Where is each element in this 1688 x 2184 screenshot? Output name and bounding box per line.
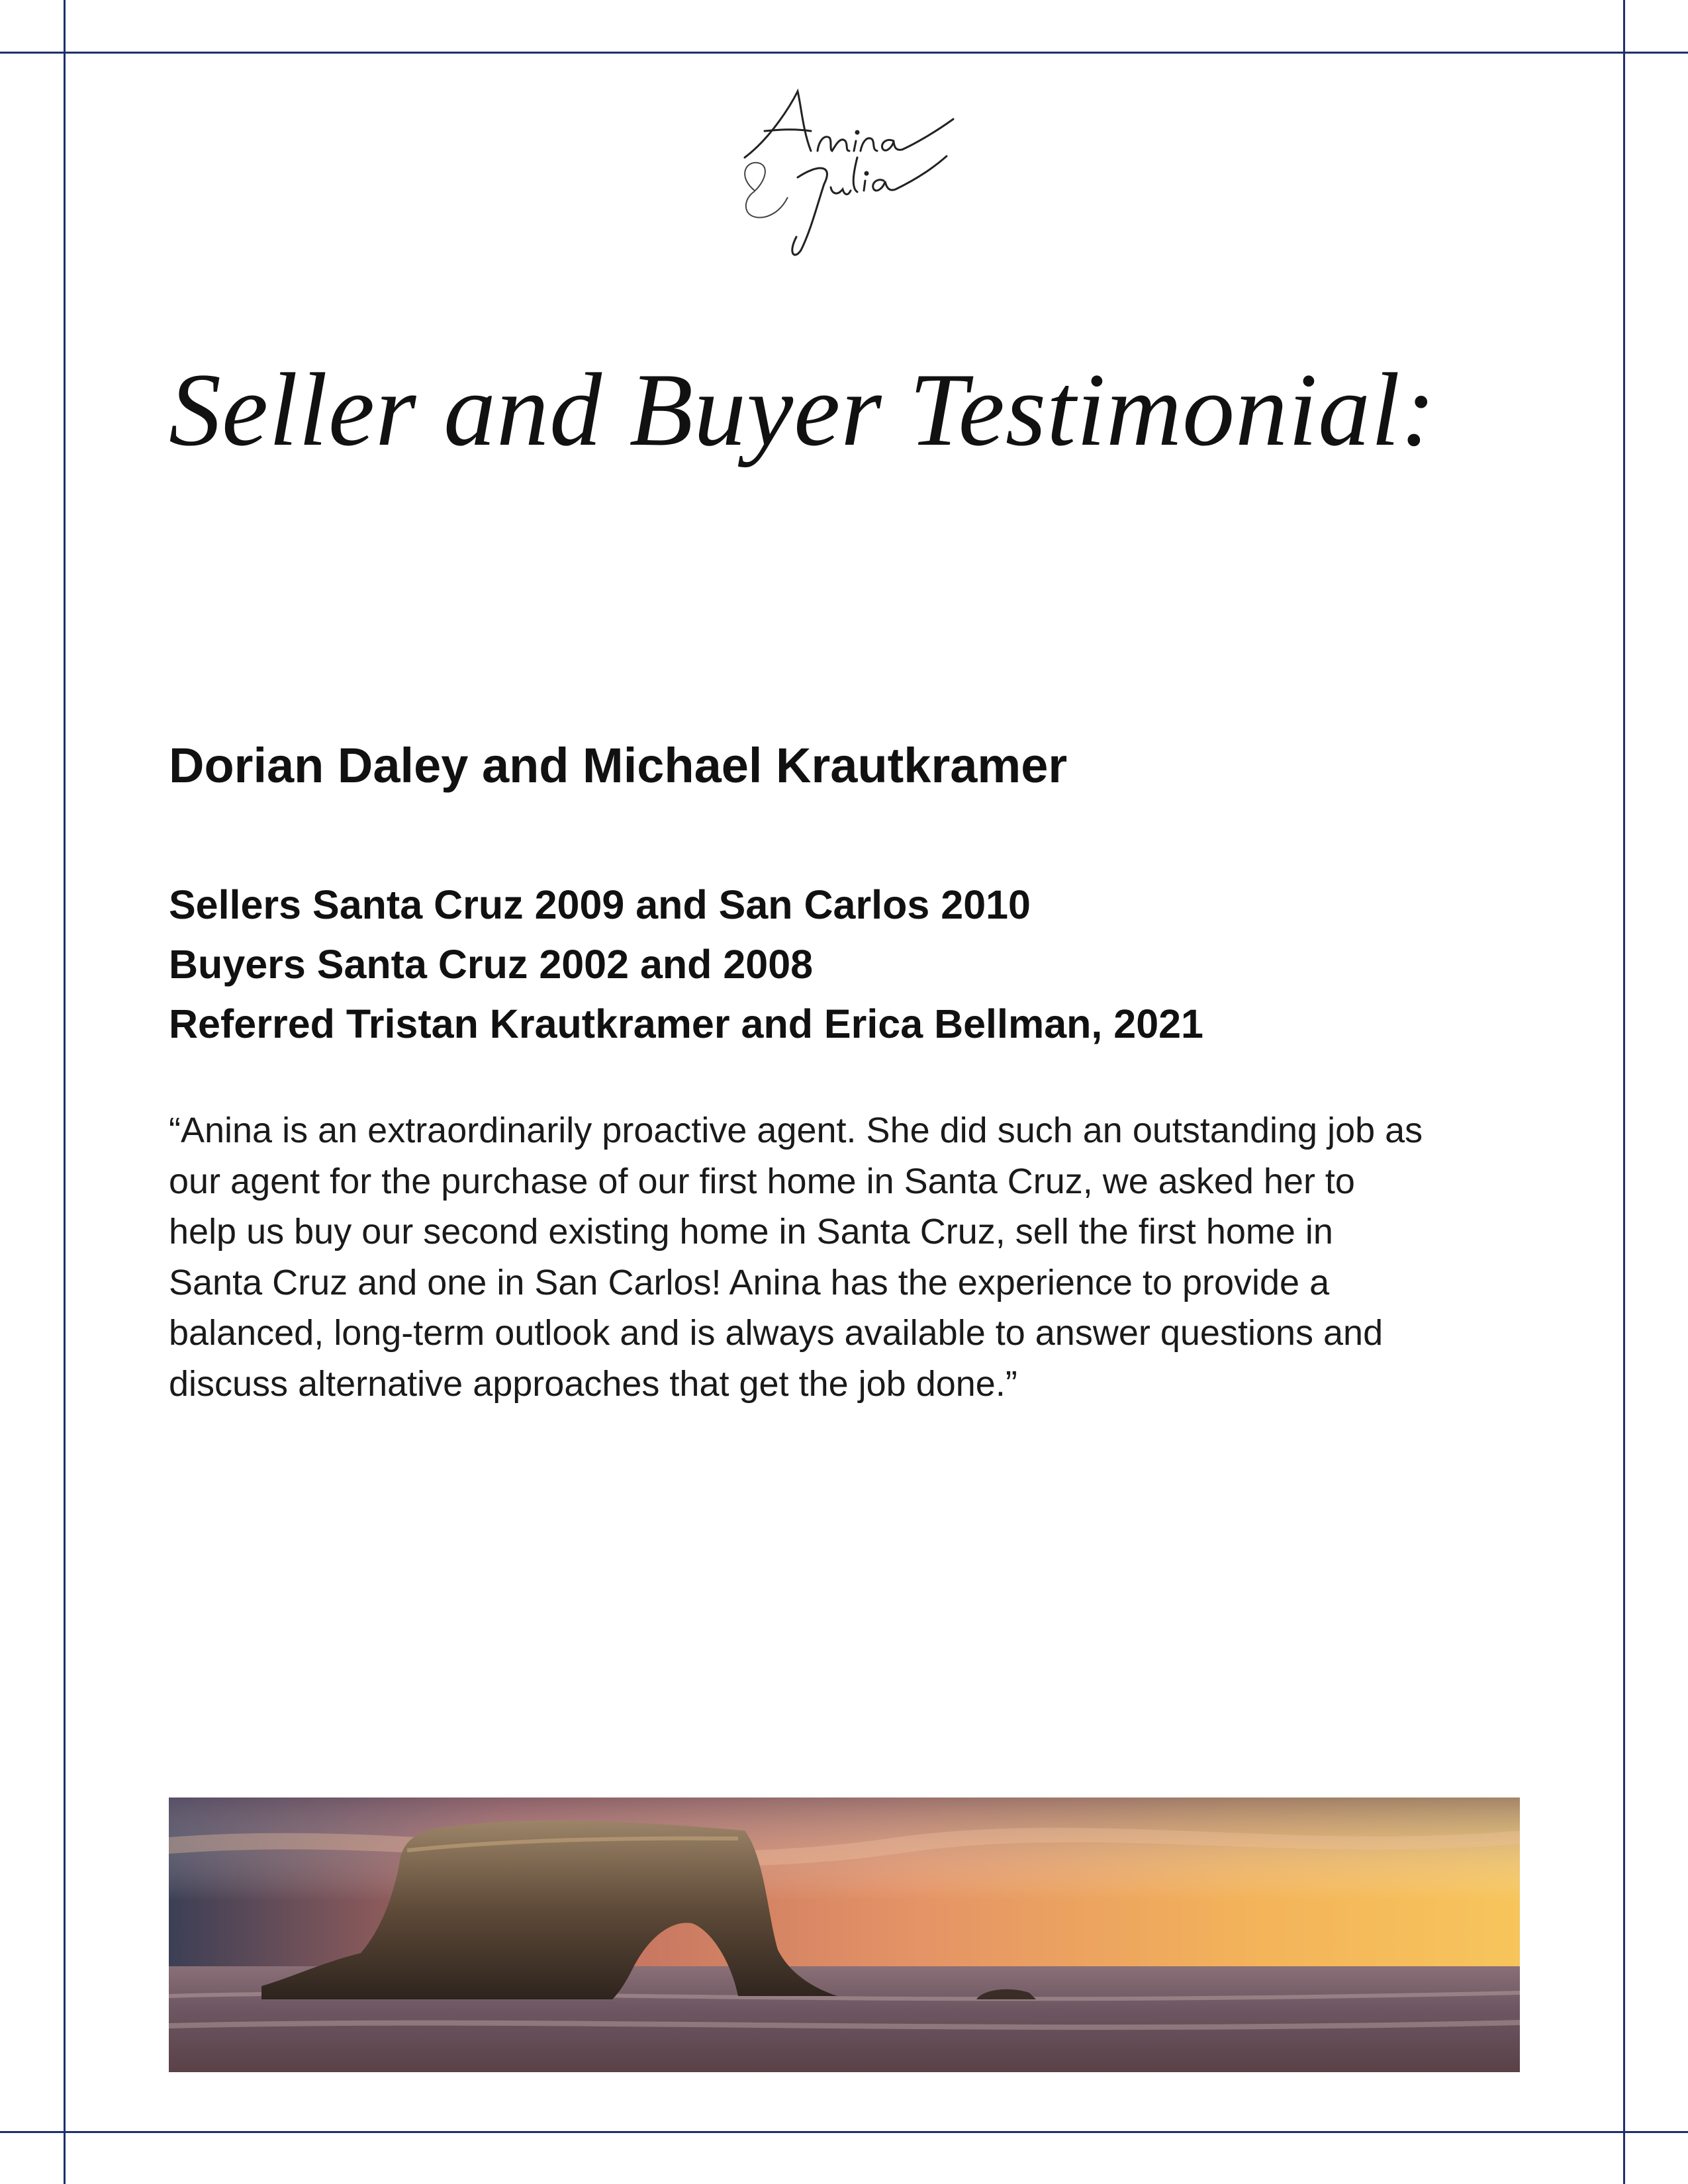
client-details — [169, 875, 1203, 1054]
quote-line: our agent for the purchase of our first home in Santa Cruz, we asked her to — [169, 1161, 1355, 1201]
natural-bridges-sunset-photo — [169, 1797, 1520, 2072]
frame-line-bottom — [0, 2131, 1688, 2133]
testimonial-quote — [169, 1105, 1559, 1409]
detail-line: Sellers Santa Cruz 2009 and San Carlos 2010 — [169, 882, 1031, 927]
frame-line-right — [1623, 0, 1625, 2184]
quote-line: help us buy our second existing home in Santa Cruz, sell the first home in — [169, 1212, 1333, 1251]
quote-line: Santa Cruz and one in San Carlos! Anina has the experience to provide a — [169, 1262, 1330, 1302]
anina-julia-logo — [718, 78, 970, 263]
client-name: Dorian Daley and Michael Krautkramer — [169, 738, 1068, 793]
frame-line-top — [0, 52, 1688, 54]
quote-line: balanced, long-term outlook and is always available to answer questions and — [169, 1313, 1383, 1353]
detail-line: Buyers Santa Cruz 2002 and 2008 — [169, 942, 814, 987]
quote-line: “Anina is an extraordinarily proactive agent. She did such an outstanding job as — [169, 1111, 1423, 1150]
quote-line: discuss alternative approaches that get the job done.” — [169, 1363, 1017, 1404]
page-title: Seller and Buyer Testimonial: — [169, 352, 1436, 468]
detail-line: Referred Tristan Krautkramer and Erica Bellman, 2021 — [169, 1001, 1203, 1046]
frame-line-left — [64, 0, 66, 2184]
